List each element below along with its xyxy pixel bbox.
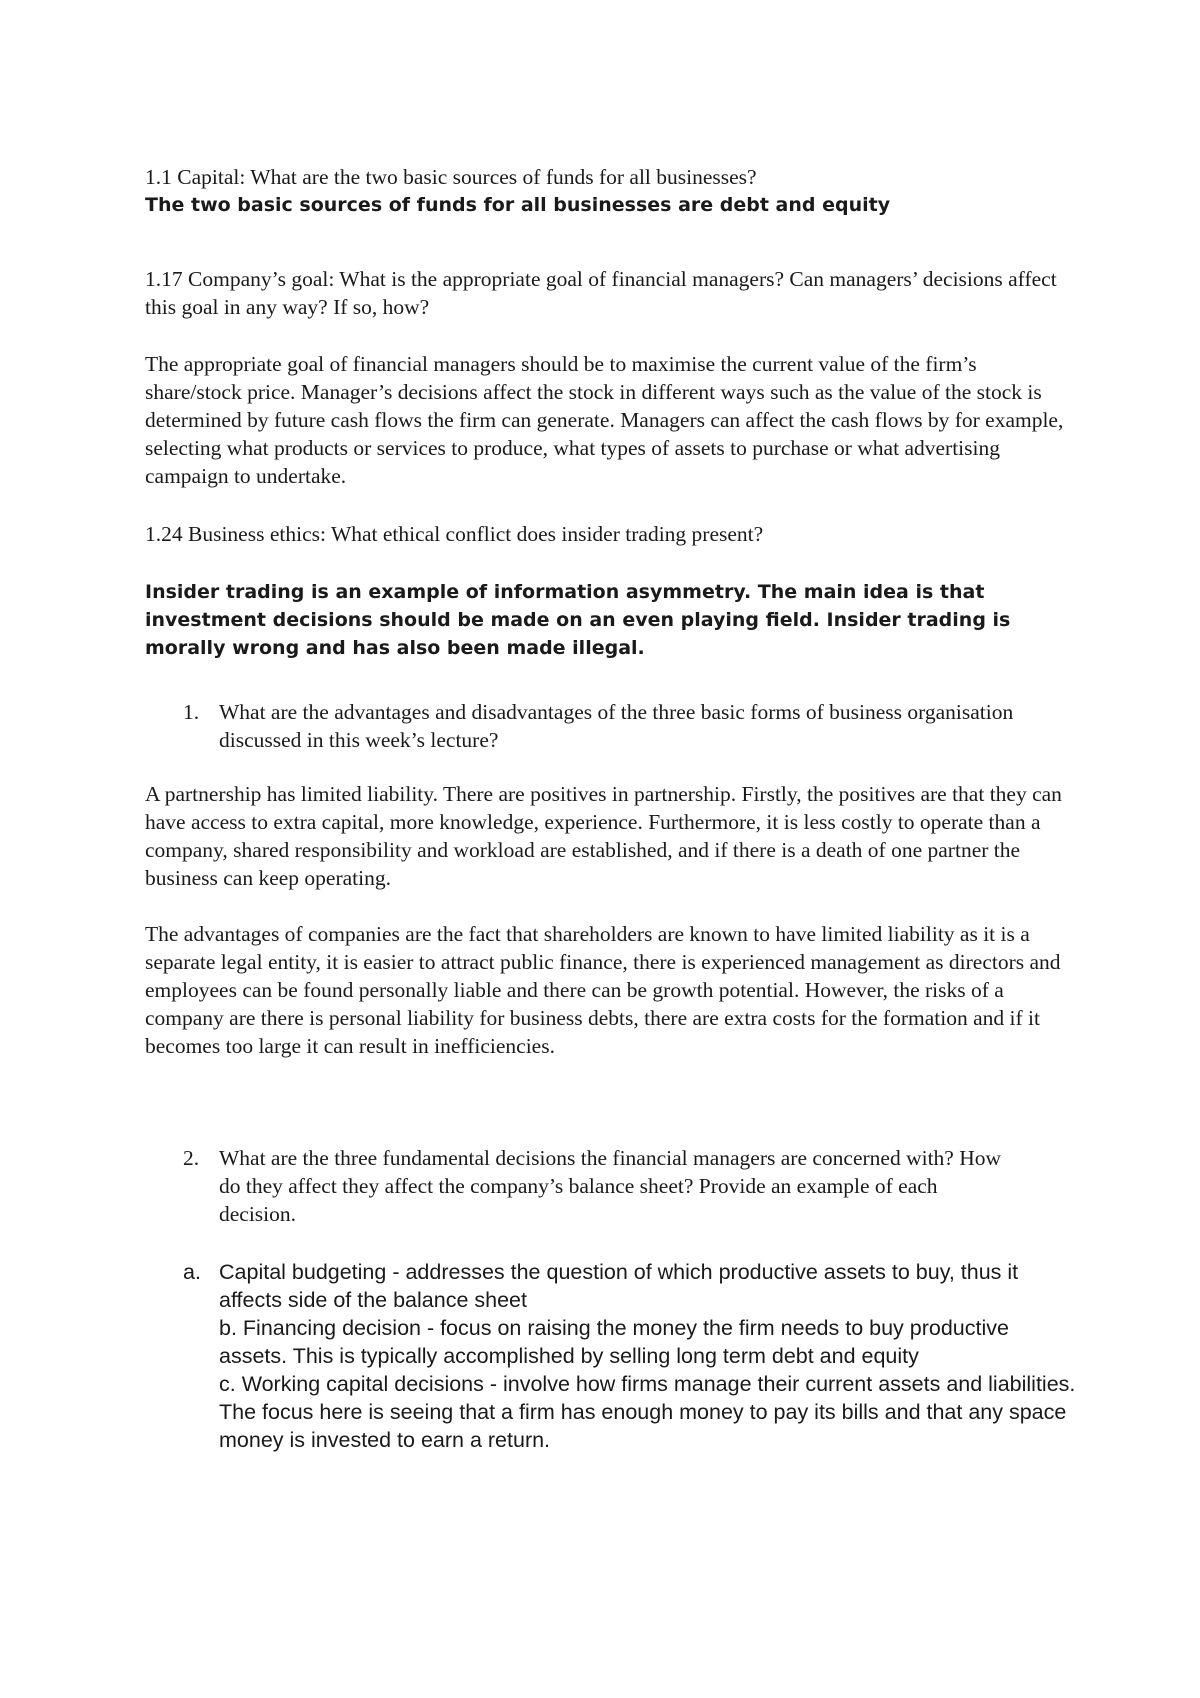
- question-text: What are the advantages and disadvantages of the three basic forms of business organisation discussed in this week’s lecture?: [219, 700, 1014, 752]
- decision-working-capital: c. Working capital decisions - involve how firms manage their current assets and liabilities. The focus here is seeing that a firm has enough money to pay its bills and that any space money is invested to earn a return.: [219, 1372, 1076, 1452]
- list-marker: 2.: [183, 1146, 200, 1170]
- answer-partnership: A partnership has limited liability. There are positives in partnership. Firstly, the positives are that they can have access to extra capital, more knowledge, experience. Furthermore, it is less costly to operate than a company, shared responsibility and workload are established, and if there is a death of one partner the business can keep operating.: [145, 782, 1062, 890]
- decisions-list-text: [219, 1258, 1079, 1454]
- answer-1-17: The appropriate goal of financial managers should be to maximise the current value of the firm’s share/stock price. Manager’s decisions affect the stock in different ways such as the value of the stock is determined by future cash flows the firm can generate. Managers can affect the cash flows by for example, selecting what products or services to produce, what types of assets to purchase or what advertising campaign to undertake.: [145, 352, 1064, 488]
- list-marker: a.: [183, 1260, 201, 1284]
- list-marker: 1.: [183, 700, 200, 724]
- answer-1-1: The two basic sources of funds for all businesses are debt and equity: [145, 194, 891, 216]
- question-1-1: 1.1 Capital: What are the two basic sources of funds for all businesses?: [145, 165, 757, 189]
- decisions-list: [145, 1258, 1075, 1454]
- question-1-24: 1.24 Business ethics: What ethical conflict does insider trading present?: [145, 522, 764, 546]
- decision-capital-budgeting: Capital budgeting - addresses the question of which productive assets to buy, thus it affects side of the balance sheet: [219, 1260, 1019, 1312]
- question-text: What are the three fundamental decisions the financial managers are concerned with? How do they affect they affect the company’s balance sheet? Provide an example of each decision.: [219, 1146, 1002, 1226]
- question-fundamental-decisions: [145, 1144, 1075, 1228]
- question-1-17: 1.17 Company’s goal: What is the appropriate goal of financial managers? Can managers’ decisions affect this goal in any way? If so, how?: [145, 267, 1057, 319]
- decision-financing: b. Financing decision - focus on raising the money the firm needs to buy productive assets. This is typically accomplished by selling long term debt and equity: [219, 1316, 1009, 1368]
- answer-company: The advantages of companies are the fact that shareholders are known to have limited liability as it is a separate legal entity, it is easier to attract public finance, there is experienced management as directors and employees can be found personally liable and there can be growth potential. However, the risks of a company are there is personal liability for business debts, there are extra costs for the formation and if it becomes too large it can result in inefficiencies.: [145, 922, 1061, 1058]
- answer-1-24: Insider trading is an example of information asymmetry. The main idea is that investment decisions should be made on an even playing field. Insider trading is morally wrong and has also been made illegal.: [145, 581, 1011, 659]
- question-business-forms: [145, 698, 1075, 754]
